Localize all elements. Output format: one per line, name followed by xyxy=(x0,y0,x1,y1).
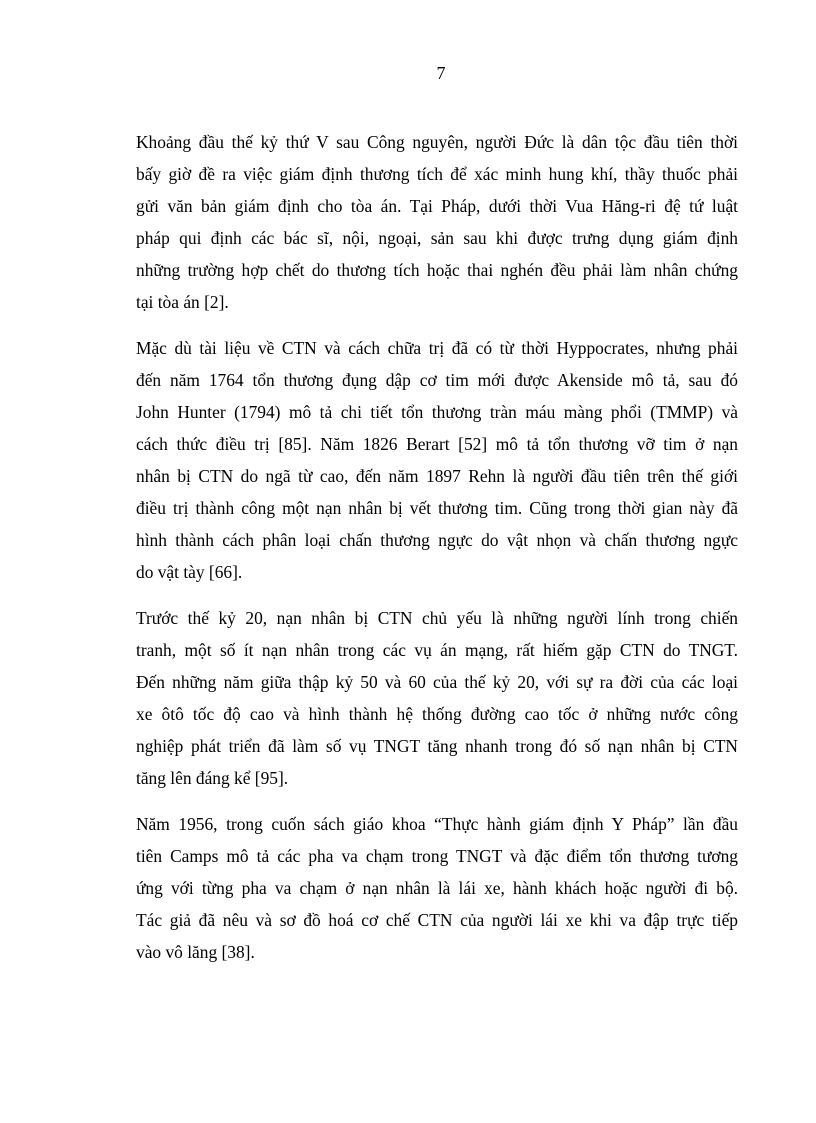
text-line: John Hunter (1794) mô tả chi tiết tổn thương tràn máu màng phổi (TMMP) và xyxy=(136,402,738,422)
document-body xyxy=(136,126,738,982)
text-line: ứng với từng pha va chạm ở nạn nhân là lái xe, hành khách hoặc người đi bộ. xyxy=(136,878,738,898)
text-line: hình thành cách phân loại chấn thương ngực do vật nhọn và chấn thương ngực xyxy=(136,530,738,550)
text-line: Đến những năm giữa thập kỷ 50 và 60 của thế kỷ 20, với sự ra đời của các loại xyxy=(136,672,738,692)
text-line: tại tòa án [2]. xyxy=(136,292,229,312)
text-line: vào vô lăng [38]. xyxy=(136,942,255,962)
text-line: nhân bị CTN do ngã từ cao, đến năm 1897 Rehn là người đầu tiên trên thế giới xyxy=(136,466,738,486)
paragraph-2 xyxy=(136,332,738,588)
page-number: 7 xyxy=(436,63,446,83)
text-line: Tác giả đã nêu và sơ đồ hoá cơ chế CTN của người lái xe khi va đập trực tiếp xyxy=(136,910,738,930)
paragraph-3 xyxy=(136,602,738,794)
text-line: tranh, một số ít nạn nhân trong các vụ án mạng, rất hiếm gặp CTN do TNGT. xyxy=(136,640,738,660)
text-line: điều trị thành công một nạn nhân bị vết thương tim. Cũng trong thời gian này đã xyxy=(136,498,738,518)
text-line: cách thức điều trị [85]. Năm 1826 Berart [52] mô tả tổn thương vỡ tim ở nạn xyxy=(136,434,738,454)
text-line: Năm 1956, trong cuốn sách giáo khoa “Thực hành giám định Y Pháp” lần đầu xyxy=(136,814,738,834)
text-line: Khoảng đầu thế kỷ thứ V sau Công nguyên, người Đức là dân tộc đầu tiên thời xyxy=(136,132,738,152)
paragraph-4 xyxy=(136,808,738,968)
text-line: nghiệp phát triển đã làm số vụ TNGT tăng nhanh trong đó số nạn nhân bị CTN xyxy=(136,736,738,756)
text-line: xe ôtô tốc độ cao và hình thành hệ thống đường cao tốc ở những nước công xyxy=(136,704,738,724)
text-line: tiên Camps mô tả các pha va chạm trong TNGT và đặc điểm tổn thương tương xyxy=(136,846,738,866)
text-line: pháp qui định các bác sĩ, nội, ngoại, sản sau khi được trưng dụng giám định xyxy=(136,228,738,248)
text-line: tăng lên đáng kể [95]. xyxy=(136,768,289,788)
paragraph-1 xyxy=(136,126,738,318)
text-line: Trước thế kỷ 20, nạn nhân bị CTN chủ yếu là những người lính trong chiến xyxy=(136,608,738,628)
text-line: do vật tày [66]. xyxy=(136,562,243,582)
text-line: Mặc dù tài liệu về CTN và cách chữa trị đã có từ thời Hyppocrates, nhưng phải xyxy=(136,338,738,358)
text-line: đến năm 1764 tổn thương đụng dập cơ tim mới được Akenside mô tả, sau đó xyxy=(136,370,738,390)
text-line: những trường hợp chết do thương tích hoặc thai nghén đều phải làm nhân chứng xyxy=(136,260,738,280)
text-line: gửi văn bản giám định cho tòa án. Tại Pháp, dưới thời Vua Hăng-ri đệ tứ luật xyxy=(136,196,738,216)
text-line: bấy giờ đề ra việc giám định thương tích để xác minh hung khí, thầy thuốc phải xyxy=(136,164,738,184)
